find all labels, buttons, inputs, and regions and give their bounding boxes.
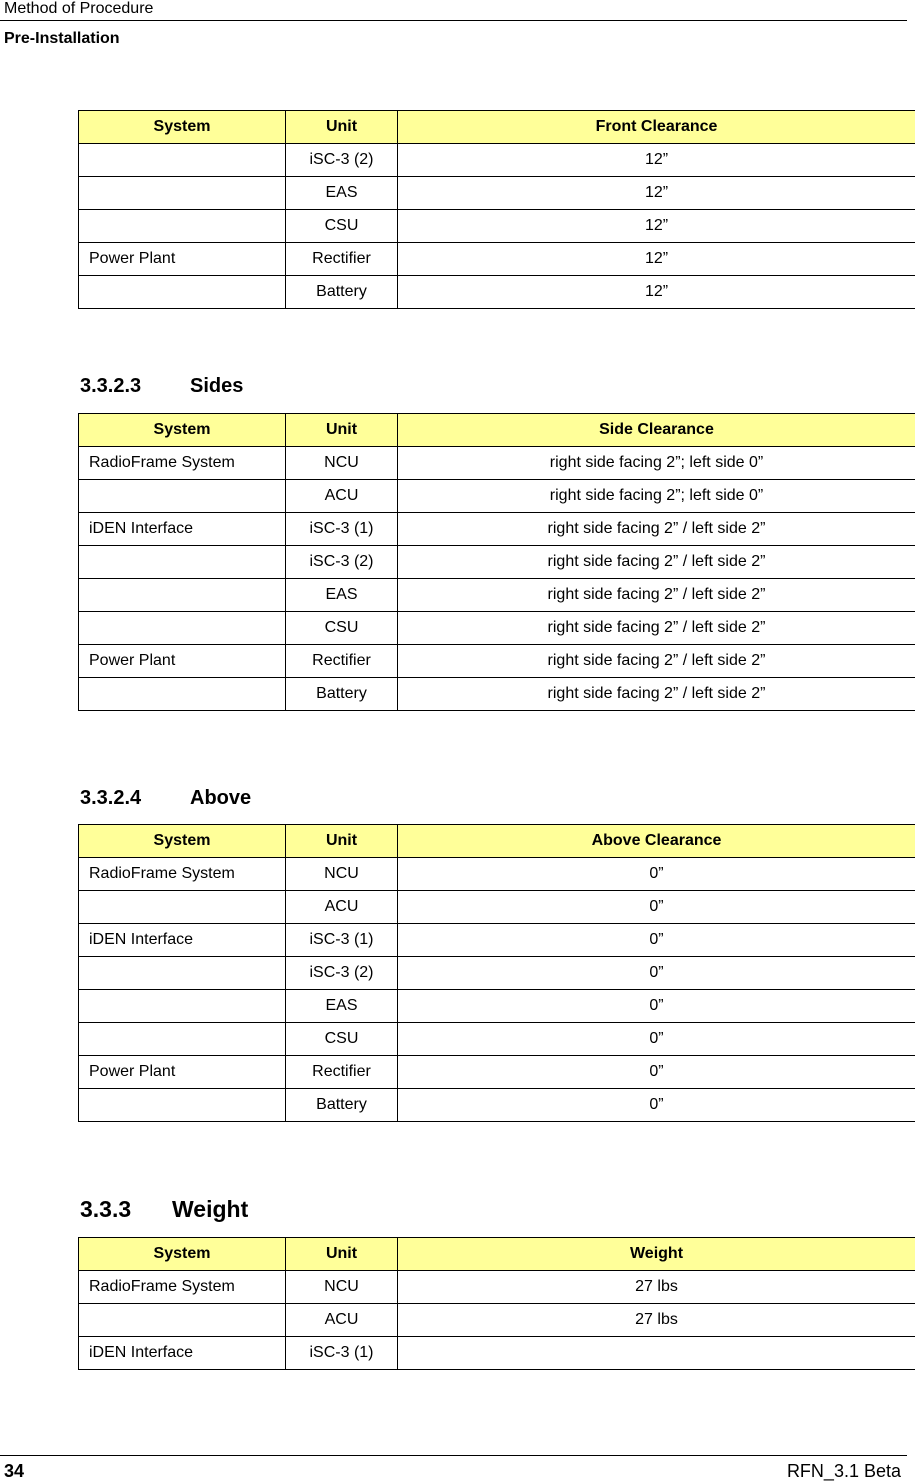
weight-heading: [80, 1196, 248, 1223]
value-cell: right side facing 2” / left side 2”: [398, 546, 915, 579]
above-heading-number: 3.3.2.4: [80, 787, 142, 809]
table-row: [79, 1304, 915, 1337]
system-cell: [79, 1023, 286, 1056]
document-title: Method of Procedure: [4, 0, 154, 17]
system-cell: RadioFrame System: [79, 858, 286, 891]
value-column-header: Front Clearance: [398, 111, 915, 144]
system-column-header: System: [79, 111, 286, 144]
system-cell: [79, 678, 286, 711]
unit-cell: Rectifier: [286, 1056, 398, 1089]
document-id: RFN_3.1 Beta: [786, 1461, 901, 1481]
sides-heading: [80, 375, 243, 398]
unit-column-header: Unit: [286, 825, 398, 858]
front-clearance-table: [78, 110, 915, 309]
system-column-header: System: [79, 414, 286, 447]
system-cell: [79, 210, 286, 243]
weight-heading-number: 3.3.3: [80, 1196, 132, 1222]
unit-cell: iSC-3 (1): [286, 513, 398, 546]
table-row: [79, 678, 915, 711]
unit-column-header: Unit: [286, 414, 398, 447]
value-cell: [398, 1337, 915, 1370]
value-cell: 27 lbs: [398, 1271, 915, 1304]
value-cell: 0”: [398, 924, 915, 957]
system-cell: [79, 612, 286, 645]
value-cell: 0”: [398, 1056, 915, 1089]
value-cell: right side facing 2” / left side 2”: [398, 513, 915, 546]
system-cell: Power Plant: [79, 1056, 286, 1089]
system-cell: Power Plant: [79, 243, 286, 276]
system-cell: [79, 990, 286, 1023]
unit-cell: CSU: [286, 612, 398, 645]
table-row: [79, 990, 915, 1023]
table-row: [79, 645, 915, 678]
unit-cell: ACU: [286, 891, 398, 924]
system-cell: [79, 957, 286, 990]
value-cell: 12”: [398, 177, 915, 210]
table-row: [79, 546, 915, 579]
unit-cell: CSU: [286, 210, 398, 243]
system-cell: [79, 579, 286, 612]
value-cell: 0”: [398, 1089, 915, 1122]
unit-cell: EAS: [286, 990, 398, 1023]
unit-cell: iSC-3 (2): [286, 144, 398, 177]
value-cell: 0”: [398, 891, 915, 924]
table-row: [79, 1056, 915, 1089]
unit-cell: Rectifier: [286, 243, 398, 276]
table-header-row: [79, 111, 915, 144]
value-cell: 0”: [398, 858, 915, 891]
unit-cell: CSU: [286, 1023, 398, 1056]
table-row: [79, 612, 915, 645]
side-clearance-table: [78, 413, 915, 711]
system-cell: [79, 891, 286, 924]
unit-cell: ACU: [286, 480, 398, 513]
table-row: [79, 513, 915, 546]
above-clearance-table: [78, 824, 915, 1122]
value-cell: 12”: [398, 243, 915, 276]
sides-heading-number: 3.3.2.3: [80, 375, 142, 397]
system-cell: [79, 177, 286, 210]
sides-heading-title: Sides: [190, 375, 244, 397]
unit-cell: NCU: [286, 858, 398, 891]
table-row: [79, 891, 915, 924]
table-row: [79, 957, 915, 990]
unit-cell: iSC-3 (1): [286, 1337, 398, 1370]
system-cell: iDEN Interface: [79, 513, 286, 546]
value-column-header: Above Clearance: [398, 825, 915, 858]
above-heading: [80, 787, 251, 810]
value-cell: 27 lbs: [398, 1304, 915, 1337]
system-cell: [79, 144, 286, 177]
section-title: Pre-Installation: [4, 30, 120, 47]
unit-cell: Battery: [286, 1089, 398, 1122]
table-row: [79, 858, 915, 891]
table-row: [79, 243, 915, 276]
value-cell: right side facing 2” / left side 2”: [398, 579, 915, 612]
unit-cell: Rectifier: [286, 645, 398, 678]
value-cell: 12”: [398, 210, 915, 243]
value-cell: right side facing 2” / left side 2”: [398, 612, 915, 645]
system-cell: iDEN Interface: [79, 924, 286, 957]
unit-cell: iSC-3 (1): [286, 924, 398, 957]
system-cell: iDEN Interface: [79, 1337, 286, 1370]
system-cell: RadioFrame System: [79, 1271, 286, 1304]
value-column-header: Side Clearance: [398, 414, 915, 447]
unit-cell: EAS: [286, 177, 398, 210]
unit-cell: EAS: [286, 579, 398, 612]
table-row: [79, 1337, 915, 1370]
unit-cell: ACU: [286, 1304, 398, 1337]
table-row: [79, 144, 915, 177]
value-cell: 12”: [398, 144, 915, 177]
table-row: [79, 1271, 915, 1304]
table-row: [79, 177, 915, 210]
system-column-header: System: [79, 1238, 286, 1271]
unit-cell: Battery: [286, 678, 398, 711]
unit-column-header: Unit: [286, 111, 398, 144]
table-row: [79, 210, 915, 243]
weight-table: [78, 1237, 915, 1370]
table-row: [79, 1089, 915, 1122]
table-header-row: [79, 1238, 915, 1271]
value-cell: 0”: [398, 990, 915, 1023]
value-cell: right side facing 2” / left side 2”: [398, 645, 915, 678]
above-heading-title: Above: [190, 787, 252, 809]
value-cell: right side facing 2”; left side 0”: [398, 447, 915, 480]
system-cell: [79, 1089, 286, 1122]
value-cell: right side facing 2”; left side 0”: [398, 480, 915, 513]
system-cell: [79, 1304, 286, 1337]
table-header-row: [79, 825, 915, 858]
page-number: 34: [4, 1461, 25, 1481]
value-cell: 12”: [398, 276, 915, 309]
weight-heading-title: Weight: [172, 1196, 249, 1222]
system-cell: RadioFrame System: [79, 447, 286, 480]
header-rule: [0, 20, 907, 21]
unit-cell: iSC-3 (2): [286, 957, 398, 990]
table-header-row: [79, 414, 915, 447]
value-cell: 0”: [398, 1023, 915, 1056]
table-row: [79, 579, 915, 612]
system-cell: [79, 276, 286, 309]
unit-cell: iSC-3 (2): [286, 546, 398, 579]
unit-cell: NCU: [286, 1271, 398, 1304]
unit-cell: NCU: [286, 447, 398, 480]
system-cell: [79, 546, 286, 579]
value-cell: right side facing 2” / left side 2”: [398, 678, 915, 711]
table-row: [79, 447, 915, 480]
table-row: [79, 480, 915, 513]
value-column-header: Weight: [398, 1238, 915, 1271]
footer-rule: [0, 1455, 907, 1456]
system-column-header: System: [79, 825, 286, 858]
table-row: [79, 1023, 915, 1056]
table-row: [79, 276, 915, 309]
value-cell: 0”: [398, 957, 915, 990]
system-cell: [79, 480, 286, 513]
unit-cell: Battery: [286, 276, 398, 309]
unit-column-header: Unit: [286, 1238, 398, 1271]
table-row: [79, 924, 915, 957]
system-cell: Power Plant: [79, 645, 286, 678]
